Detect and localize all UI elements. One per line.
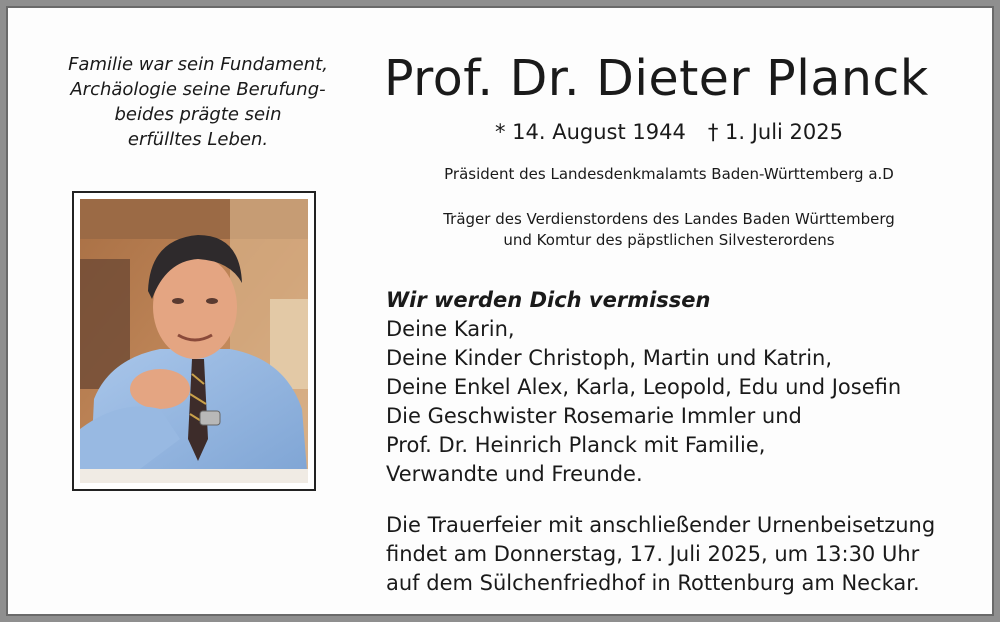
honors xyxy=(384,209,954,251)
motto-line: Archäologie seine Berufung- xyxy=(70,79,326,100)
mourner-line: Verwandte und Freunde. xyxy=(386,462,643,486)
motto xyxy=(38,52,358,152)
office-title: Präsident des Landesdenkmalamts Baden-Württemberg a.D xyxy=(444,165,894,183)
honor-line: und Komtur des päpstlichen Silvesterordens xyxy=(503,231,835,249)
motto-line: beides prägte sein xyxy=(114,104,282,125)
mourner-line: Die Geschwister Rosemarie Immler und xyxy=(386,404,802,428)
funeral-line: auf dem Sülchenfriedhof in Rottenburg am Neckar. xyxy=(386,571,920,595)
obituary-card xyxy=(6,6,994,616)
portrait-image xyxy=(80,199,308,483)
mourners-heading: Wir werden Dich vermissen xyxy=(386,288,711,312)
honor-line: Träger des Verdienstordens des Landes Baden Württemberg xyxy=(443,210,895,228)
deceased-name: Prof. Dr. Dieter Planck xyxy=(384,50,929,107)
mourner-line: Prof. Dr. Heinrich Planck mit Familie, xyxy=(386,433,766,457)
funeral-line: findet am Donnerstag, 17. Juli 2025, um 13:30 Uhr xyxy=(386,542,920,566)
funeral-line: Die Trauerfeier mit anschließender Urnenbeisetzung xyxy=(386,513,936,537)
portrait-photo xyxy=(72,191,316,491)
death-date: † 1. Juli 2025 xyxy=(707,120,844,144)
motto-line: erfülltes Leben. xyxy=(127,129,269,150)
mourner-line: Deine Kinder Christoph, Martin und Katrin, xyxy=(386,346,833,370)
life-dates xyxy=(384,120,954,144)
birth-date: * 14. August 1944 xyxy=(494,120,686,144)
mourner-line: Deine Karin, xyxy=(386,317,515,341)
funeral-notice xyxy=(386,511,935,598)
mourners-block xyxy=(386,286,901,489)
motto-line: Familie war sein Fundament, xyxy=(68,54,328,75)
mourner-line: Deine Enkel Alex, Karla, Leopold, Edu und Josefin xyxy=(386,375,902,399)
